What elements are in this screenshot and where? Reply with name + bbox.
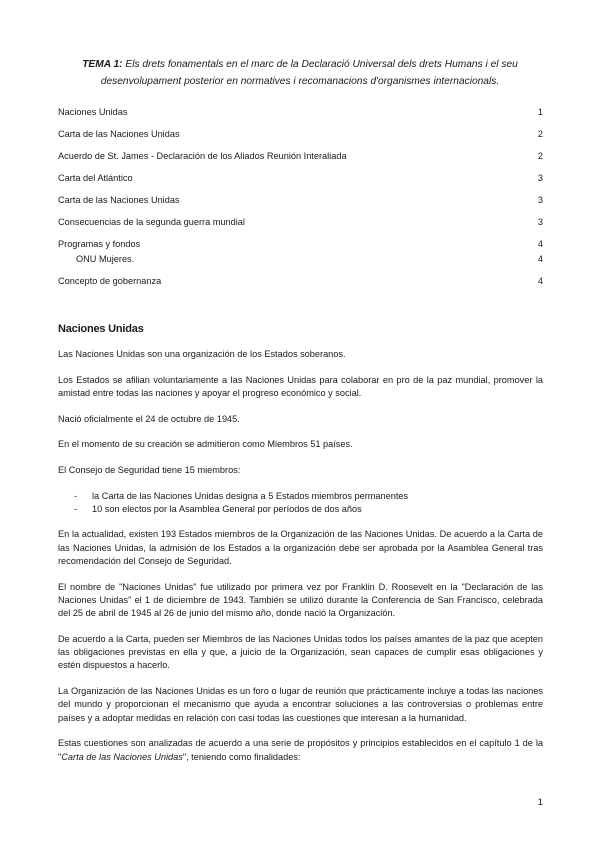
toc-entry-text: Naciones Unidas [58,107,128,117]
paragraph: La Organización de las Naciones Unidas es un foro o lugar de reunión que prácticamente incluye a todas las naciones del mundo y proporcionan el mecanismo que ayuda a encontrar soluciones a las controversias o problemas entre países y a adoptar medidas en relación con casi todas las cuestiones que interesan a la humanidad. [58,686,543,723]
dash-icon: - [74,504,78,515]
toc-entry-text: Carta de las Naciones Unidas [58,195,180,205]
toc-entry-text: Carta de las Naciones Unidas [58,129,180,139]
document-title [58,56,542,90]
toc-entry-text: Concepto de gobernanza [58,276,162,286]
list-item-text: la Carta de las Naciones Unidas designa a 5 Estados miembros permanentes [92,490,409,501]
toc-entry-page: 2 [537,129,543,139]
toc-entry[interactable] [58,106,543,119]
section-heading: Naciones Unidas [58,323,144,335]
title-text: Els drets fonamentals en el marc de la Declaració Universal dels drets Humans i el seu desenvolupament posterior en normatives i recomanacions d'organismes internacionals. [100,59,518,87]
toc-entry[interactable] [58,194,543,207]
paragraph-text: ", teniendo como finalidades: [182,751,301,762]
paragraph: El Consejo de Seguridad tiene 15 miembros: [58,465,241,476]
toc-entry-text: ONU Mujeres. [76,254,135,264]
paragraph-text: Estas cuestiones son analizadas de acuerdo a una serie de propósitos y principios establecidos en el capítulo 1 de la " [58,738,543,762]
toc-entry-page: 3 [537,217,543,227]
list-item [58,503,543,516]
title-label: TEMA 1: [82,59,123,70]
paragraph: Nació oficialmente el 24 de octubre de 1945. [58,413,240,424]
toc-entry-page: 3 [537,195,543,205]
paragraph [58,737,543,764]
paragraph: De acuerdo a la Carta, pueden ser Miembros de las Naciones Unidas todos los países amantes de la paz que acepten las obligaciones previstas en ella y que, a juicio de la Organización, sean capaces de cumplir esas obligaciones y estén dispuestos a hacerlo. [58,633,543,671]
section-body [58,348,543,776]
table-of-contents [58,106,543,288]
toc-entry-page: 4 [537,276,543,286]
paragraph: Las Naciones Unidas son una organización de los Estados soberanos. [58,349,346,359]
paragraph: Los Estados se afilian voluntariamente a las Naciones Unidas para colaborar en pro de la paz mundial, promover la amistad entre todas las naciones y apoyar el progreso económico y social. [58,374,543,398]
toc-entry[interactable] [58,238,543,251]
toc-entry-page: 4 [537,254,543,264]
toc-entry-page: 2 [537,151,543,161]
list-item [58,490,543,503]
dash-icon: - [74,490,78,501]
toc-entry-text: Programas y fondos [58,239,141,249]
toc-entry[interactable] [58,150,543,163]
bullet-list [58,490,543,517]
list-item-text: 10 son electos por la Asamblea General por períodos de dos años [92,504,362,515]
paragraph: En la actualidad, existen 193 Estados miembros de la Organización de las Naciones Unidas. De acuerdo a la Carta de las Naciones Unidas, la admisión de los Estados a la organización debe ser aprobada por la Asamblea General tras recomendación del Consejo de Seguridad. [58,529,543,566]
toc-entry-text: Acuerdo de St. James - Declaración de los Aliados Reunión Interaliada [58,151,347,161]
toc-entry-text: Carta del Atlántico [58,173,133,183]
toc-entry[interactable] [58,216,543,229]
toc-subentry[interactable] [58,253,543,266]
toc-entry[interactable] [58,128,543,141]
toc-entry-page: 4 [537,239,543,249]
paragraph: En el momento de su creación se admitieron como Miembros 51 países. [58,439,353,450]
paragraph: El nombre de "Naciones Unidas" fue utilizado por primera vez por Franklin D. Roosevelt en la "Declaración de las Naciones Unidas" el 1 de diciembre de 1943. También se utilizó durante la Conferencia de San Francisco, celebrada del 25 de abril de 1945 al 26 de junio del mismo año, donde nació la Organización. [58,581,543,619]
toc-entry[interactable] [58,172,543,185]
toc-entry[interactable] [58,275,543,288]
toc-entry-page: 1 [537,107,543,117]
italic-reference: Carta de las Naciones Unidas [61,751,183,762]
toc-entry-page: 3 [537,173,543,183]
page-number: 1 [537,797,543,808]
toc-entry-text: Consecuencias de la segunda guerra mundial [58,217,245,227]
